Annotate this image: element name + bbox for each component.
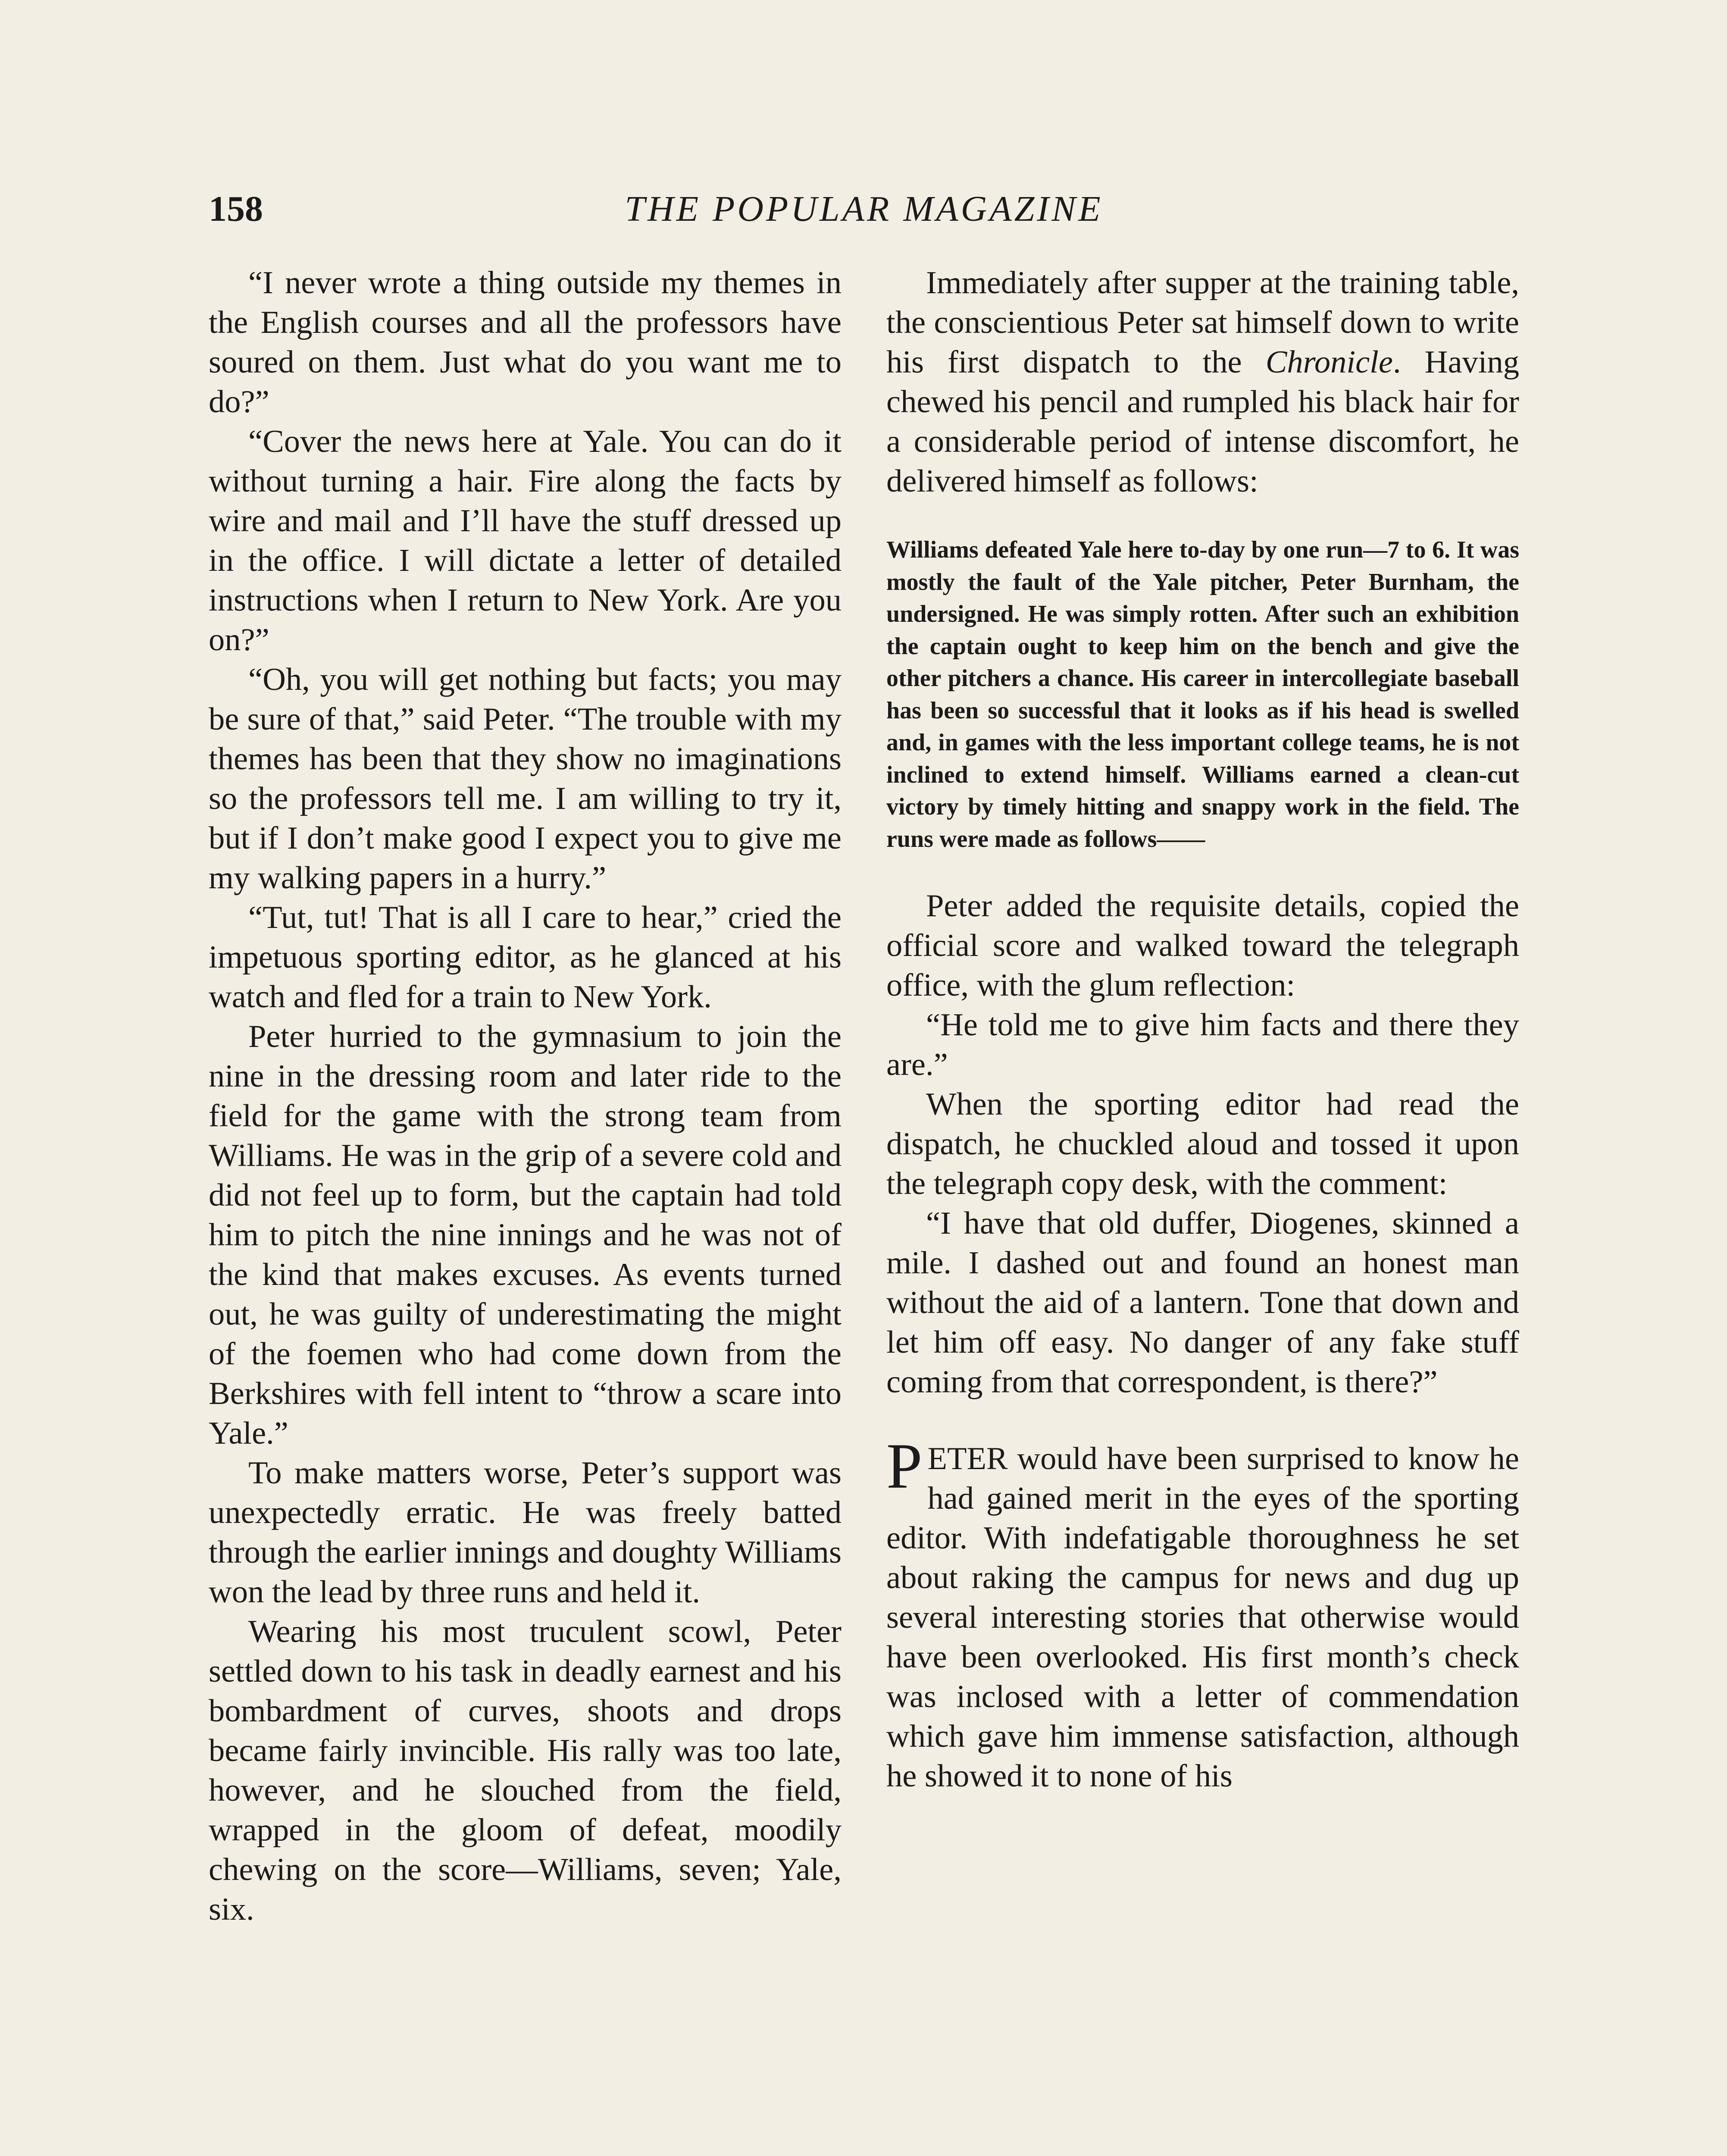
page-header [209, 183, 1519, 235]
page-number: 158 [209, 189, 263, 229]
intro-text-end: . Having chewed his pencil and rumpled his black hair for a considerable period of intense discomfort, he delivered himself as follows: [886, 345, 1519, 499]
paragraph: “Tut, tut! That is all I care to hear,” cried the impetuous sporting editor, as he glanced at his watch and fled for a train to New York. [209, 900, 842, 1015]
paragraph: Wearing his most truculent scowl, Peter settled down to his task in deadly earnest and his bombardment of curves, shoots and drops became fairly invincible. His rally was too late, however, and he slouched from the field, wrapped in the gloom of defeat, moodily chewing on the score—Williams, seven; Yale, six. [209, 1614, 842, 1927]
paragraph: Peter hurried to the gymnasium to join the nine in the dressing room and later ride to the field for the game with the strong team from Williams. He was in the grip of a severe cold and did not feel up to form, but the captain had told him to pitch the nine innings and he was not of the kind that makes excuses. As events turned out, he was guilty of underestimating the might of the foemen who had come down from the Berkshires with fell intent to “throw a scare into Yale.” [209, 1019, 842, 1451]
paragraph: To make matters worse, Peter’s support was unexpectedly erratic. He was freely batted through the earlier innings and doughty Williams won the lead by three runs and held it. [209, 1455, 842, 1610]
left-column [209, 263, 842, 1929]
right-column [886, 263, 1519, 1796]
paragraph: Peter added the requisite details, copied the official score and walked toward the telegraph office, with the glum reflection: [886, 888, 1519, 1003]
paragraph: “I have that old duffer, Diogenes, skinned a mile. I dashed out and found an honest man without the aid of a lantern. Tone that down and let him off easy. No danger of any fake stuff coming from that correspondent, is there?” [886, 1206, 1519, 1400]
drop-cap: P [886, 1430, 923, 1502]
section-text: ETER would have been surprised to know he had gained merit in the eyes of the sporting editor. With indefatigable thoroughness he set about raking the campus for news and dug up several interesting stories that otherwise would have been overlooked. His first month’s check was inclosed with a letter of commendation which gave him immense satisfaction, although he showed it to none of his [886, 1441, 1519, 1794]
running-head: THE POPULAR MAGAZINE [625, 189, 1103, 229]
newspaper-title: Chronicle [1265, 345, 1393, 380]
intro-text: Immediately after supper at the training table, the conscientious Peter sat himself down to write his first dispatch to the [886, 265, 1519, 380]
dispatch-quote: Williams defeated Yale here to-day by one run—7 to 6. It was mostly the fault of the Yale pitcher, Peter Burnham, the undersigned. He was simply rotten. After such an exhibition the captain ought to keep him on the bench and give the other pitchers a chance. His career in intercollegiate baseball has been so successful that it looks as if his head is swelled and, in games with the less important college teams, he is not inclined to extend himself. Williams earned a clean-cut victory by timely hitting and snappy work in the field. The runs were made as follows—— [886, 536, 1519, 852]
paragraph [886, 263, 1519, 501]
paragraph: “Oh, you will get nothing but facts; you may be sure of that,” said Peter. “The trouble with my themes has been that they show no imaginations so the professors tell me. I am willing to try it, but if I don’t make good I expect you to give me my walking papers in a hurry.” [209, 662, 842, 896]
paragraph: “Cover the news here at Yale. You can do it without turning a hair. Fire along the facts by wire and mail and I’ll have the stuff dressed up in the office. I will dictate a letter of detailed instructions when I return to New York. Are you on?” [209, 424, 842, 658]
section-opening-paragraph [886, 1430, 1519, 1796]
paragraph: “He told me to give him facts and there they are.” [886, 1007, 1519, 1082]
paragraph: “I never wrote a thing outside my themes in the English courses and all the professors have soured on them. Just what do you want me to do?” [209, 265, 842, 420]
paragraph: When the sporting editor had read the dispatch, he chuckled aloud and tossed it upon the telegraph copy desk, with the comment: [886, 1087, 1519, 1201]
